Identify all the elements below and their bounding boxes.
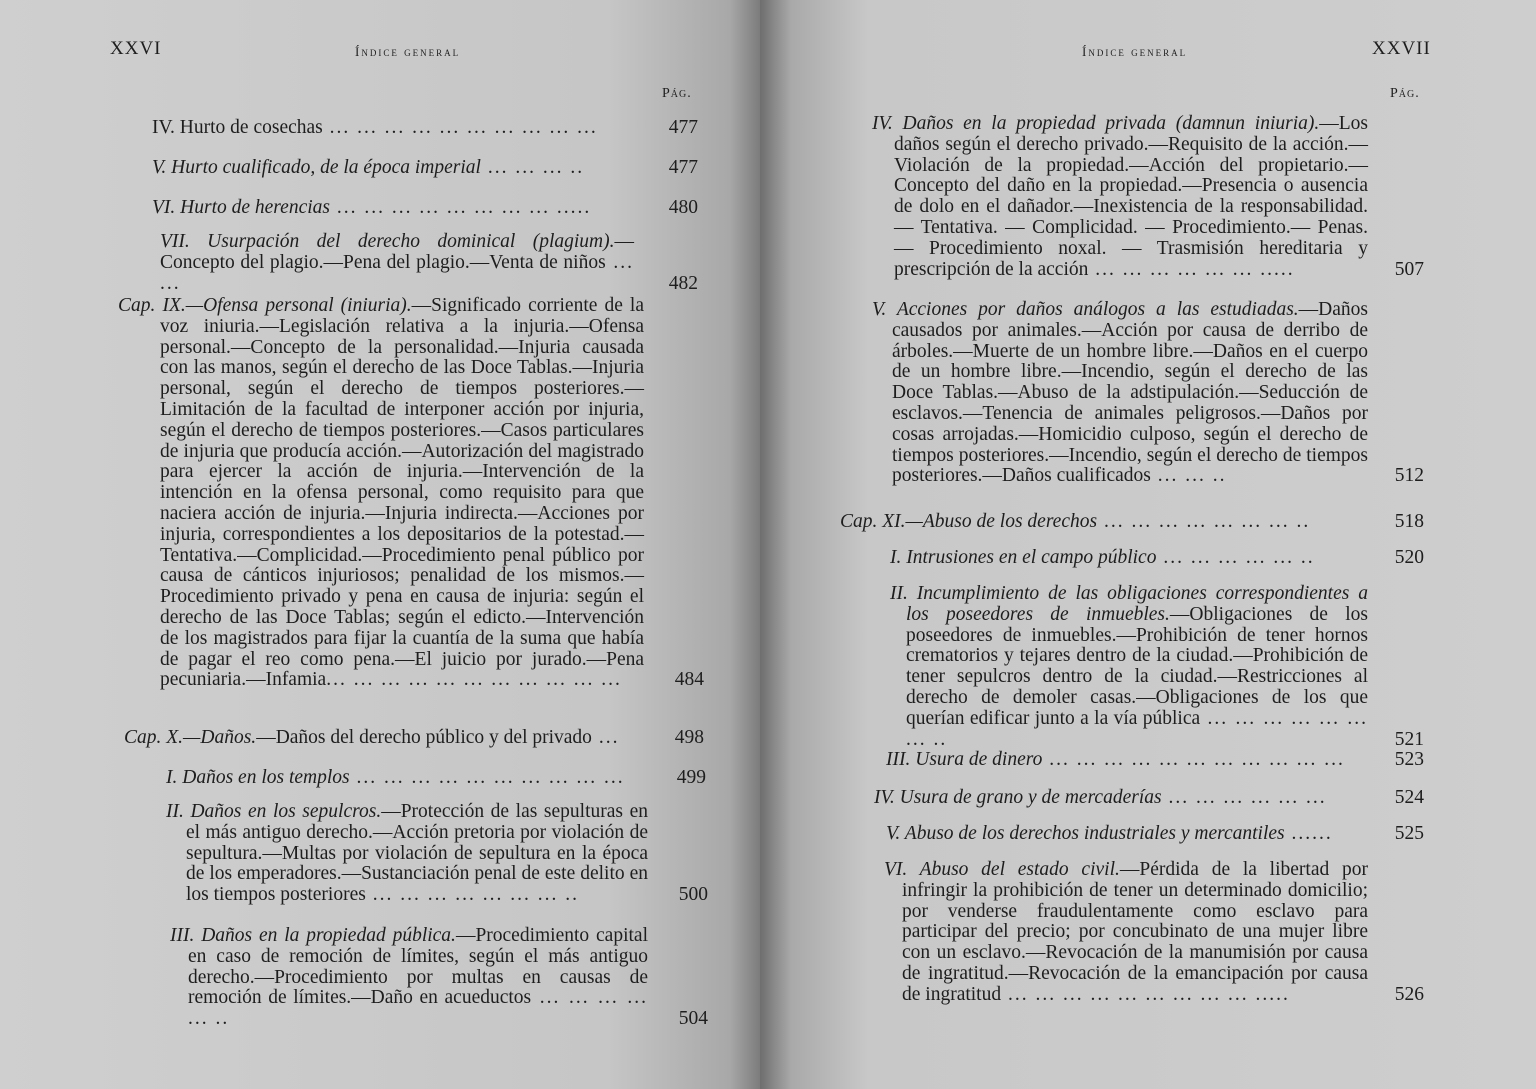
- dot-leader: ... ... ..: [1150, 465, 1227, 487]
- toc-entry: [886, 750, 1424, 771]
- entry-page-number: 484: [674, 669, 704, 691]
- dot-leader: ... ... ... ... ... ..: [1156, 547, 1315, 568]
- entry-text: —Concepto del plagio.—Pena del plagio.—Venta de niños: [160, 231, 634, 273]
- entry-heading: Cap. XI.—Abuso de los derechos: [840, 511, 1098, 532]
- dot-leader: ... ... ... ... ... ... ... ..: [1097, 511, 1311, 532]
- entry-heading: Cap. IX.—Ofensa personal (iniuria).: [118, 295, 412, 316]
- toc-entry-chapter: [118, 296, 704, 691]
- entry-page-number: 521: [1394, 728, 1424, 750]
- dot-leader: ... ... ... ..: [480, 157, 585, 178]
- entry-heading: VII. Usurpación del derecho dominical (plagium).: [160, 231, 615, 252]
- entry-text: —Pérdida de la libertad por infringir la prohibición de tener un determinado domicilio; por venderse fraudulentamente como esclavo para participar del precio; por concubinato de una mujer libre con un esclavo.—Revocación de la manumisión por causa de ingratitud.—Revocación de la emancipación por causa de ingratitud: [902, 859, 1368, 1005]
- entry-text: —Obligaciones de los poseedores de inmuebles.—Prohibición de tener hornos crematorios y tejares dentro de la ciudad.—Prohibición de tener sepulcros dentro de la ciudad.—Restricciones al derecho de demoler casas.—Obligaciones de los que querían edificar junto a la vía pública: [906, 603, 1368, 729]
- entry-heading: IV. Usura de grano y de mercaderías: [874, 787, 1162, 808]
- toc-entry: [152, 158, 698, 179]
- entry-text: —Protección de las sepulturas en el más antiguo derecho.—Acción pretoria por violación de sepultura.—Multas por violación de sepultura en la época de los emperadores.—Sustanciación penal de este delito en los tiempos posteriores: [186, 801, 648, 906]
- entry-page-number: 477: [668, 157, 698, 178]
- dot-leader: ... ... ... ... ... ... ... ... ... ... ...: [1042, 749, 1345, 770]
- left-pag-label: Pág.: [662, 86, 692, 101]
- entry-page-number: 500: [678, 884, 708, 906]
- entry-page-number: 480: [668, 197, 698, 218]
- right-folio: XXVII: [1372, 38, 1431, 59]
- entry-page-number: 523: [1394, 749, 1424, 770]
- right-page: [760, 0, 1536, 1089]
- toc-entry: [884, 860, 1424, 1006]
- dot-leader: ......: [1284, 823, 1333, 844]
- toc-entry: [152, 118, 698, 139]
- toc-entry: [874, 788, 1424, 809]
- toc-entry-chapter: [124, 728, 704, 749]
- entry-heading: II. Incumplimiento de las obligaciones correspondientes a los poseedores de inmuebles.: [890, 583, 1368, 625]
- entry-heading: I. Intrusiones en el campo público: [890, 547, 1157, 568]
- toc-entry: [166, 802, 708, 906]
- entry-page-number: 526: [1394, 983, 1424, 1005]
- entry-heading: III. Daños en la propiedad pública.: [170, 925, 456, 946]
- entry-page-number: 477: [668, 117, 698, 138]
- entry-page-number: 520: [1394, 547, 1424, 568]
- dot-leader: ... ... ... ... ... ..: [188, 987, 648, 1030]
- entry-page-number: 525: [1394, 823, 1424, 844]
- entry-heading: IV. Daños en la propiedad privada (damnun iniuria).: [872, 113, 1320, 134]
- dot-leader: ... ...: [160, 251, 634, 294]
- entry-text: —Daños causados por animales.—Acción por causa de derribo de árboles.—Muerte de un hombre libre.—Daños en el cuerpo de un hombre libre.—Incendio, según el derecho de las Doce Tablas.—Abuso de la adstipulación.—Seducción de esclavos.—Tenencia de animales peligrosos.—Daños por cosas arrojadas.—Homicidio culposo, según el derecho de tiempos posteriores.—Incendio, según el derecho de tiempos posteriores.—Daños cualificados: [892, 299, 1368, 487]
- entry-heading: Cap. X.—Daños.: [124, 727, 257, 748]
- dot-leader: ... ... ... ... ... ... ... ... ... .....: [1001, 983, 1290, 1005]
- toc-entry: [890, 548, 1424, 569]
- entry-text: —Procedimiento capital en caso de remoción de límites, según el más antiguo derecho.—Procedimiento por multas en causas de remoción de límites.—Daño en acueductos: [188, 925, 648, 1009]
- entry-heading: VI. Abuso del estado civil.: [884, 859, 1120, 880]
- entry-page-number: 504: [678, 1008, 708, 1030]
- toc-entry: [890, 584, 1424, 750]
- toc-entry: [872, 114, 1424, 280]
- dot-leader: ... ... ... ... ... ... ... ..: [365, 884, 579, 906]
- entry-heading: III. Usura de dinero: [886, 749, 1043, 770]
- entry-heading: V. Hurto cualificado, de la época imperial: [152, 157, 481, 178]
- dot-leader: ... ... ... ... ... ... .....: [1088, 258, 1295, 280]
- dot-leader: ... ... ... ... ... ...: [1161, 787, 1327, 808]
- entry-text: —Los daños según el derecho privado.—Requisito de la acción.—Violación de la propiedad.—Acción del propietario.—Concepto del daño en la propiedad.—Presencia o ausencia de dolo en el dañador.—Inexistencia de la responsabilidad. — Tentativa. — Complicidad. — Procedimiento.— Penas. — Procedimiento noxal. — Trasmisión hereditaria y prescripción de la acción: [894, 113, 1368, 280]
- toc-entry: [152, 198, 698, 219]
- toc-entry: [160, 232, 698, 294]
- entry-page-number: 499: [676, 767, 706, 788]
- right-pag-label: Pág.: [1390, 86, 1420, 101]
- dot-leader: ... ... ... ... ... ... ... ... ... ...: [349, 767, 625, 788]
- left-running-head: Índice general: [355, 44, 461, 59]
- dot-leader: ... ... ... ... ... ... ... ... ... ... ...: [326, 669, 622, 691]
- dot-leader: ...: [591, 727, 620, 748]
- toc-entry-chapter: [840, 512, 1424, 533]
- entry-heading: II. Daños en los sepulcros.: [166, 801, 382, 822]
- entry-page-number: 524: [1394, 787, 1424, 808]
- entry-heading: VI. Hurto de herencias: [152, 197, 330, 218]
- toc-entry: [872, 300, 1424, 487]
- dot-leader: ... ... ... ... ... ... ... ..: [906, 707, 1369, 750]
- toc-entry: [886, 824, 1424, 845]
- right-running-head: Índice general: [1082, 44, 1188, 59]
- toc-entry: [166, 768, 706, 789]
- left-folio: XXVI: [110, 38, 162, 59]
- dot-leader: ... ... ... ... ... ... ... ... .....: [330, 197, 592, 218]
- entry-heading: V. Acciones por daños análogos a las estudiadas.: [872, 299, 1299, 320]
- entry-page-number: 507: [1394, 258, 1424, 280]
- entry-page-number: 498: [674, 727, 704, 748]
- entry-heading: I. Daños en los templos: [166, 767, 350, 788]
- entry-page-number: 518: [1394, 511, 1424, 532]
- entry-heading: V. Abuso de los derechos industriales y mercantiles: [886, 823, 1285, 844]
- entry-heading: IV. Hurto de cosechas: [152, 117, 323, 138]
- entry-text: —Significado corriente de la voz iniuria.—Legislación relativa a la injuria.—Ofensa personal.—Concepto de la personalidad.—Injuria causada con las manos, según el derecho de las Doce Tablas.—Injuria personal, según el derecho de tiempos posteriores.—Limitación de la facultad de interponer acción por injuria, según el derecho de tiempos posteriores.—Casos particulares de injuria que producía acción.—Autorización del magistrado para ejercer la acción de injuria.—Intervención de la intención en la ofensa personal, como requisito para que naciera acción de injuria.—Injuria indirecta.—Acciones por injuria, correspondientes a los depositarios de la potestad.—Tentativa.—Complicidad.—Procedimiento penal público por causa de cánticos injuriosos; penalidad de los mismos.—Procedimiento privado y pena en causa de injuria: según el derecho de las Doce Tablas; según el edicto.—Intervención de los magistrados para fijar la cuantía de la suma que había de pagar el reo como pena.—El juicio por jurado.—Pena pecuniaria.—Infamia: [160, 295, 644, 691]
- toc-entry: [170, 926, 708, 1030]
- dot-leader: ... ... ... ... ... ... ... ... ... ...: [322, 117, 598, 138]
- entry-page-number: 512: [1394, 465, 1424, 487]
- entry-text: —Daños del derecho público y del privado: [256, 727, 592, 748]
- left-page: [0, 0, 760, 1089]
- entry-page-number: 482: [668, 272, 698, 294]
